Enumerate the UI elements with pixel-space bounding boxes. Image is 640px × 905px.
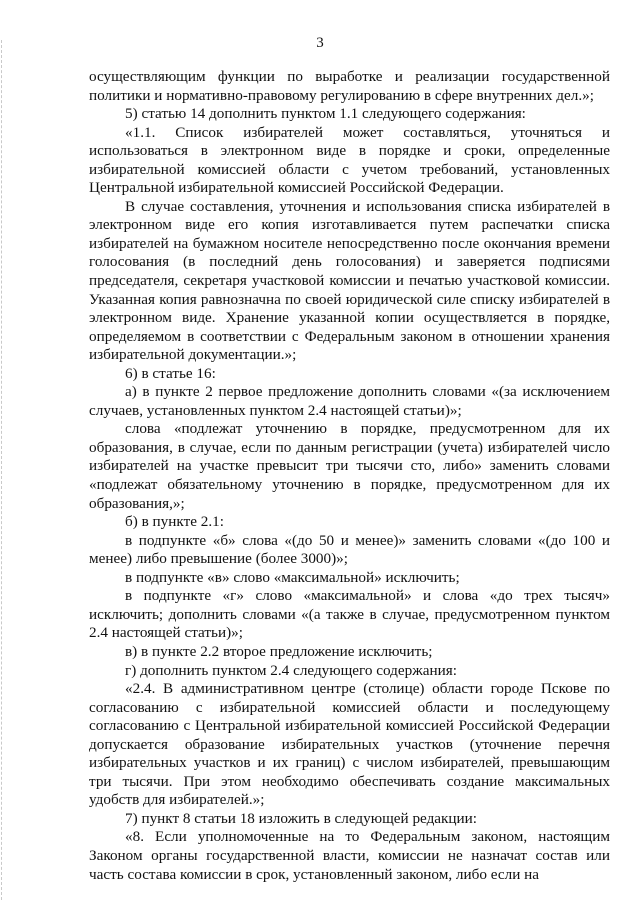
paragraph: в подпункте «в» слово «максимальной» исключить; [125, 568, 460, 586]
paragraph: 6) в статье 16: [125, 364, 216, 382]
page-number: 3 [316, 35, 324, 51]
paragraph: в подпункте «г» слово «максимальной» и слова «до трех тысяч» исключить; дополнить словами «(а также в случае, предусмотренном пунктом 2.4 настоящей статьи)»; [89, 587, 610, 642]
paragraph: в подпункте «б» слова «(до 50 и менее)» заменить словами «(до 100 и менее) либо превышение (более 3000)»; [89, 531, 610, 568]
paragraph: «2.4. В административном центре (столице) области городе Пскове по согласованию с избирательной комиссией области и последующему согласованию с Центральной избирательной комиссией Российской Федерации допускается образование избирательных участков (уточнение перечня избирательных участков и их границ) с числом избирателей, превышающим три тысячи. При этом необходимо обеспечивать создание максимальных удобств для избирателей.»; [89, 680, 610, 809]
paragraph: слова «подлежат уточнению в порядке, предусмотренном для их образования, в случае, если по данным регистрации (учета) избирателей число избирателей на участке превысит три тысячи сто, либо» заменить словами «подлежат обязательному уточнению в порядке, предусмотренном для их образования,»; [89, 420, 610, 512]
paragraph: «1.1. Список избирателей может составляться, уточняться и использоваться в электронном виде в порядке и сроки, определенные избирательной комиссией области с учетом требований, установленных Центральной избирательной комиссией Российской Федерации. [89, 123, 610, 197]
paragraph: осуществляющим функции по выработке и реализации государственной политики и нормативно-правовому регулированию в сфере внутренних дел.»; [89, 68, 610, 104]
paragraph: 7) пункт 8 статьи 18 изложить в следующей редакции: [125, 809, 478, 827]
document-body [89, 68, 610, 884]
scan-edge-artifact [1, 40, 2, 900]
paragraph: в) в пункте 2.2 второе предложение исключить; [125, 642, 433, 660]
paragraph: б) в пункте 2.1: [125, 513, 224, 531]
paragraph: а) в пункте 2 первое предложение дополнить словами «(за исключением случаев, установленных пунктом 2.4 настоящей статьи)»; [89, 383, 610, 419]
paragraph: 5) статью 14 дополнить пунктом 1.1 следующего содержания: [125, 105, 526, 123]
paragraph: г) дополнить пунктом 2.4 следующего содержания: [125, 661, 457, 679]
paragraph: В случае составления, уточнения и использования списка избирателей в электронном виде его копия изготавливается путем распечатки списка избирателей на бумажном носителе непосредственно после окончания времени голосования (в последний день голосования) и заверяется подписями председателя, секретаря участковой комиссии и печатью участковой комиссии. Указанная копия равнозначна по своей юридической силе списку избирателей в электронном виде. Хранение указанной копии осуществляется в порядке, определяемом в соответствии с Федеральным законом в отношении хранения избирательной документации.»; [89, 197, 610, 364]
paragraph: «8. Если уполномоченные на то Федеральным законом, настоящим Законом органы государственной власти, комиссии не назначат состав или часть состава комиссии в срок, установленный законом, либо если на [89, 828, 610, 883]
